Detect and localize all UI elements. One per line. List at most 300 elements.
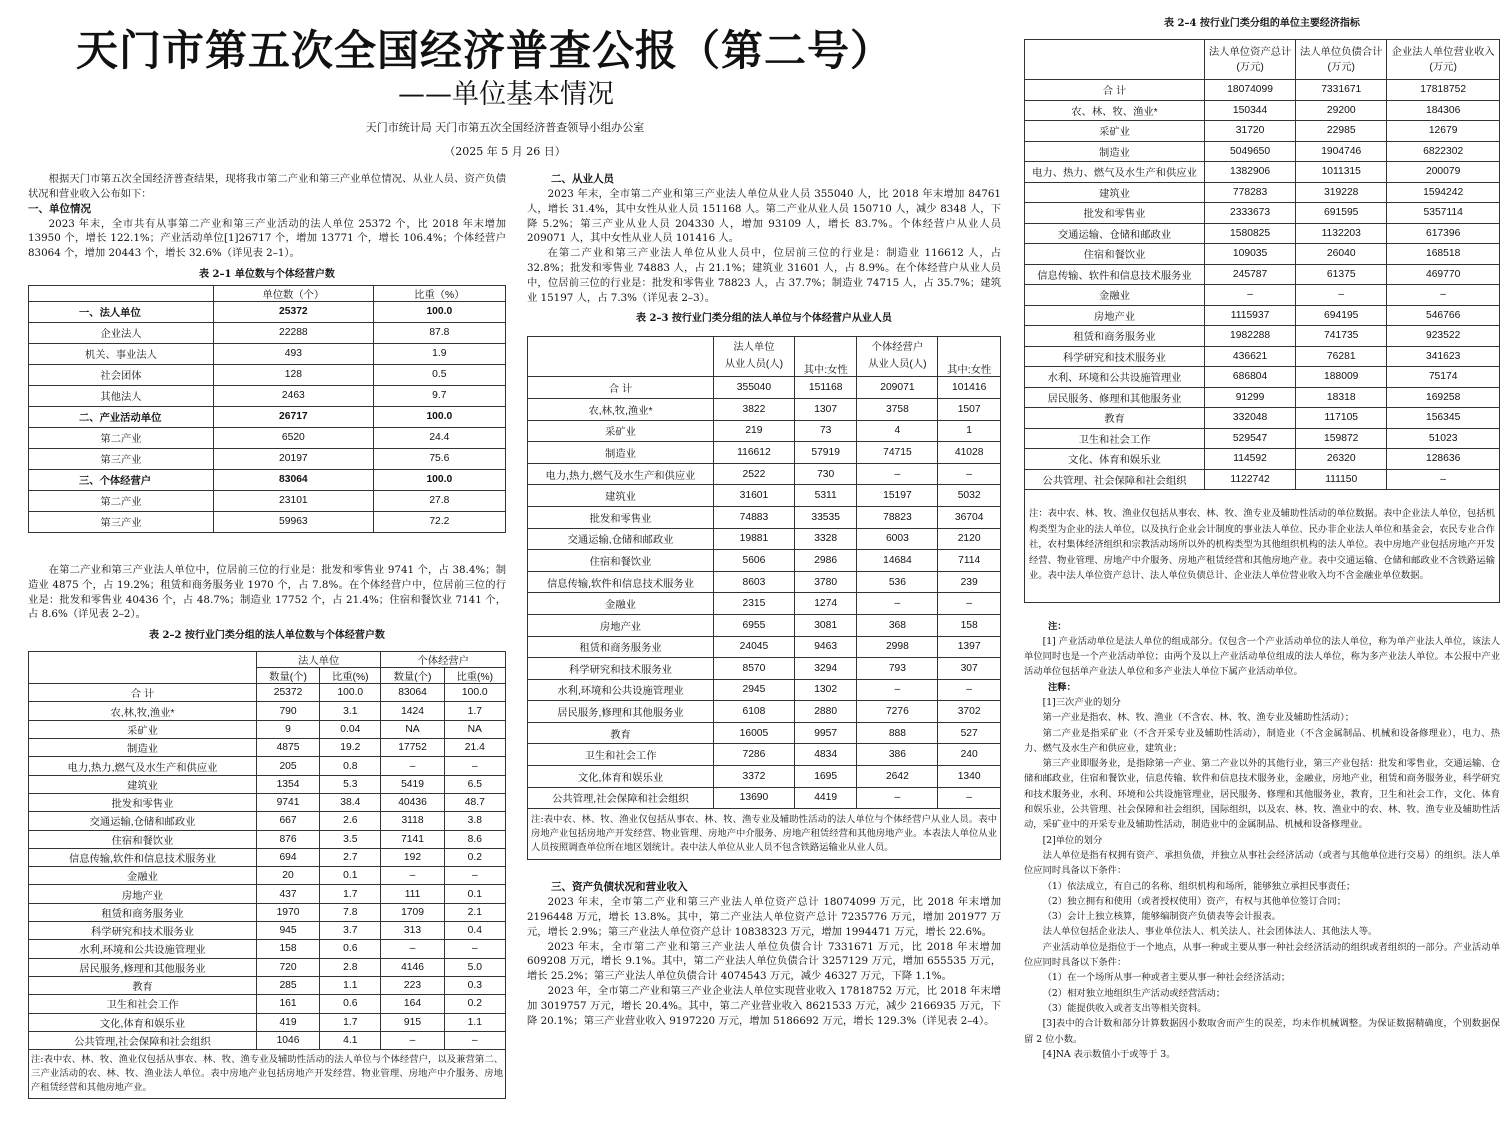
- table-row: [1025, 346, 1500, 367]
- cell-value: 0.2: [444, 848, 505, 866]
- table-row: [1025, 264, 1500, 285]
- cell-value: 205: [257, 757, 320, 775]
- footnote-line: 产业活动单位是指位于一个地点，从事一种或主要从事一种社会经济活动的组织或者组织的一部分。产业活动单位应同时具备以下条件：: [1024, 941, 1500, 969]
- table-row: [528, 377, 1001, 399]
- footnote-line: [2]单位的划分: [1042, 834, 1103, 846]
- section-heading-employees: 二、从业人员: [551, 173, 614, 185]
- cell-value: 18318: [1296, 387, 1387, 408]
- table-row: [29, 903, 506, 921]
- cell-value: 8570: [714, 658, 795, 680]
- table-row: [1025, 80, 1500, 101]
- cell-value: –: [1387, 285, 1500, 306]
- cell-value: 9741: [257, 793, 320, 811]
- cell-value: 0.6: [320, 940, 381, 958]
- cell-value: 14684: [857, 550, 938, 572]
- footnotes: [1024, 619, 1500, 1063]
- cell-value: 437: [257, 885, 320, 903]
- row-label: 社会团体: [29, 364, 214, 385]
- cell-value: 7286: [714, 744, 795, 766]
- row-label: 水利,环境和公共设施管理业: [29, 940, 257, 958]
- publish-date: （2025 年 5 月 26 日）: [444, 145, 566, 158]
- cell-value: –: [381, 867, 444, 885]
- cell-value: 13690: [714, 787, 795, 809]
- table-row: [29, 958, 506, 976]
- cell-value: 694: [257, 848, 320, 866]
- units-ranking-paragraph: 在第二产业和第三产业法人单位中，位居前三位的行业是：批发和零售业 9741 个，占 38.4%；制造业 4875 个，占 19.2%；租赁和商务服务业 1970 个，占 7.8%。在个体经营户中，位居前三位的行业是：批发和零售业 40436 个，占 48.7%；制造业 17752 个，占 21.4%；住宿和餐饮业 7141 个，占 8.6%（详见表 2–2）。: [28, 563, 506, 621]
- cell-value: 20197: [214, 448, 374, 469]
- cell-value: 1011315: [1296, 162, 1387, 183]
- row-label: 第二产业: [29, 490, 214, 511]
- cell-value: 168518: [1387, 244, 1500, 265]
- group-header: 法人单位 从业人员(人): [714, 337, 795, 375]
- row-label: 卫生和社会工作: [29, 995, 257, 1013]
- cell-value: 19881: [714, 528, 795, 550]
- table-2-2-caption: 表 2–2 按行业门类分组的法人单位数与个体经营户数: [149, 630, 385, 642]
- cell-value: 184306: [1387, 100, 1500, 121]
- row-label: 第二产业: [29, 427, 214, 448]
- row-label: 批发和零售业: [528, 506, 714, 528]
- table-row: [1025, 428, 1500, 449]
- table-row: [1025, 182, 1500, 203]
- cell-value: 2120: [938, 528, 1001, 550]
- cell-value: 158: [257, 940, 320, 958]
- cell-value: –: [444, 757, 505, 775]
- row-label: 文化,体育和娱乐业: [528, 766, 714, 788]
- cell-value: 2.6: [320, 812, 381, 830]
- cell-value: 1904746: [1296, 141, 1387, 162]
- cell-value: 1.1: [320, 976, 381, 994]
- row-label: 电力,热力,燃气及水生产和供应业: [528, 463, 714, 485]
- cell-value: 1307: [794, 398, 857, 420]
- cell-value: 100.0: [444, 684, 505, 702]
- row-label: 水利,环境和公共设施管理业: [528, 679, 714, 701]
- footnote-line: 法人单位包括企业法人、事业单位法人、机关法人、社会团体法人、其他法人等。: [1042, 926, 1378, 938]
- footnote-line: （2）独立拥有和使用（或者授权使用）资产，有权与其他单位签订合同；: [1042, 895, 1347, 907]
- table-row: [29, 469, 506, 490]
- row-label: 居民服务、修理和其他服务业: [1025, 387, 1205, 408]
- cell-value: 5.0: [444, 958, 505, 976]
- table-row: [528, 571, 1001, 593]
- column-middle: [527, 172, 1001, 1028]
- table-row: [1025, 326, 1500, 347]
- cell-value: 341623: [1387, 346, 1500, 367]
- cell-value: 0.04: [320, 720, 381, 738]
- liabilities-paragraph: 2023 年末，全市第二产业和第三产业法人单位负债合计 7331671 万元，比 2018 年末增加 609208 万元，增长 9.1%。其中，第二产业法人单位负债合计 3257129 万元，增加 655535 万元，增长 25.2%；第三产业法人单位负债合计 4074543 万元，减少 46327 万元，下降 1.1%。: [527, 940, 1001, 983]
- cell-value: 111: [381, 885, 444, 903]
- cell-value: 101416: [938, 377, 1001, 399]
- table-row: [528, 398, 1001, 420]
- cell-value: 19.2: [320, 739, 381, 757]
- cell-value: 7114: [938, 550, 1001, 572]
- row-label: 企业法人: [29, 322, 214, 343]
- row-label: 住宿和餐饮业: [1025, 244, 1205, 265]
- footnote-line: 注释：: [1048, 681, 1076, 693]
- cell-value: 1.1: [444, 1013, 505, 1031]
- row-label: 卫生和社会工作: [1025, 428, 1205, 449]
- cell-value: 2463: [214, 385, 374, 406]
- row-label: 卫生和社会工作: [528, 744, 714, 766]
- cell-value: 29200: [1296, 100, 1387, 121]
- row-label: 采矿业: [1025, 121, 1205, 142]
- row-label: 采矿业: [29, 720, 257, 738]
- table-row: [29, 793, 506, 811]
- table-row: [29, 830, 506, 848]
- row-label: 建筑业: [29, 775, 257, 793]
- row-label: 居民服务,修理和其他服务业: [528, 701, 714, 723]
- cell-value: 159872: [1296, 428, 1387, 449]
- row-label: 文化,体育和娱乐业: [29, 1013, 257, 1031]
- row-label: 建筑业: [528, 485, 714, 507]
- cell-value: 31720: [1205, 121, 1296, 142]
- section-heading-units: 一、单位情况: [28, 202, 91, 215]
- cell-value: 1695: [794, 766, 857, 788]
- cell-value: 5032: [938, 485, 1001, 507]
- cell-value: 313: [381, 922, 444, 940]
- cell-value: 0.6: [320, 995, 381, 1013]
- table-row: [1025, 408, 1500, 429]
- cell-value: 2.7: [320, 848, 381, 866]
- table-row: [1025, 469, 1500, 490]
- col-header: 单位数（个）: [214, 285, 374, 301]
- table-row: [528, 463, 1001, 485]
- row-label: 第三产业: [29, 448, 214, 469]
- table-row: [29, 406, 506, 427]
- cell-value: 5311: [794, 485, 857, 507]
- cell-value: 9.7: [373, 385, 505, 406]
- col-header: 企业法人单位营业收入 (万元): [1387, 40, 1500, 80]
- cell-value: 6108: [714, 701, 795, 723]
- row-label: 房地产业: [29, 885, 257, 903]
- cell-value: 493: [214, 343, 374, 364]
- cell-value: 332048: [1205, 408, 1296, 429]
- cell-value: 2.1: [444, 903, 505, 921]
- row-label: 农,林,牧,渔业*: [528, 398, 714, 420]
- row-label: 房地产业: [1025, 305, 1205, 326]
- cell-value: 1046: [257, 1031, 320, 1049]
- cell-value: 128: [214, 364, 374, 385]
- cell-value: 169258: [1387, 387, 1500, 408]
- cell-value: –: [938, 787, 1001, 809]
- table-row: [29, 1031, 506, 1049]
- cell-value: 209071: [857, 377, 938, 399]
- table-row: [528, 506, 1001, 528]
- cell-value: 57919: [794, 442, 857, 464]
- cell-value: 25372: [214, 301, 374, 322]
- table-row: [1025, 141, 1500, 162]
- cell-value: 527: [938, 722, 1001, 744]
- row-label: 三、个体经营户: [29, 469, 214, 490]
- cell-value: 3.5: [320, 830, 381, 848]
- cell-value: 7.8: [320, 903, 381, 921]
- cell-value: 6003: [857, 528, 938, 550]
- cell-value: 3822: [714, 398, 795, 420]
- cell-value: 27.8: [373, 490, 505, 511]
- cell-value: –: [381, 757, 444, 775]
- cell-value: 128636: [1387, 449, 1500, 470]
- table-row: [29, 757, 506, 775]
- row-label: 一、法人单位: [29, 301, 214, 322]
- cell-value: 3118: [381, 812, 444, 830]
- cell-value: 1709: [381, 903, 444, 921]
- col-header: 法人单位负债合计 (万元): [1296, 40, 1387, 80]
- cell-value: 5049650: [1205, 141, 1296, 162]
- row-label: 建筑业: [1025, 182, 1205, 203]
- row-label: 批发和零售业: [29, 793, 257, 811]
- table-row: [29, 885, 506, 903]
- table-row: [29, 812, 506, 830]
- cell-value: 83064: [214, 469, 374, 490]
- row-label: 第三产业: [29, 511, 214, 532]
- row-label: 水利、环境和公共设施管理业: [1025, 367, 1205, 388]
- cell-value: –: [381, 940, 444, 958]
- table-row: [528, 722, 1001, 744]
- cell-value: 151168: [794, 377, 857, 399]
- cell-value: 200079: [1387, 162, 1500, 183]
- cell-value: 0.1: [444, 885, 505, 903]
- group-header: 法人单位: [257, 652, 381, 668]
- cell-value: 285: [257, 976, 320, 994]
- cell-value: 9957: [794, 722, 857, 744]
- cell-value: 76281: [1296, 346, 1387, 367]
- cell-value: 923522: [1387, 326, 1500, 347]
- table-row: [1025, 367, 1500, 388]
- footnote-line: （1）在一个场所从事一种或者主要从事一种社会经济活动；: [1042, 972, 1291, 984]
- table-row: [29, 720, 506, 738]
- cell-value: 21.4: [444, 739, 505, 757]
- table-row: [29, 490, 506, 511]
- cell-value: 9: [257, 720, 320, 738]
- cell-value: 1.7: [320, 885, 381, 903]
- cell-value: 1132203: [1296, 223, 1387, 244]
- cell-value: 2945: [714, 679, 795, 701]
- row-label: 机关、事业法人: [29, 343, 214, 364]
- row-label: 文化、体育和娱乐业: [1025, 449, 1205, 470]
- cell-value: 8.6: [444, 830, 505, 848]
- cell-value: –: [1296, 285, 1387, 306]
- cell-value: 4419: [794, 787, 857, 809]
- row-label: 公共管理,社会保障和社会组织: [29, 1031, 257, 1049]
- cell-value: 617396: [1387, 223, 1500, 244]
- table-row: [29, 922, 506, 940]
- cell-value: 1982288: [1205, 326, 1296, 347]
- cell-value: 6955: [714, 614, 795, 636]
- cell-value: 3.7: [320, 922, 381, 940]
- cell-value: 117105: [1296, 408, 1387, 429]
- table-row: [528, 420, 1001, 442]
- table-row: [29, 995, 506, 1013]
- table-row: [1025, 387, 1500, 408]
- row-label: 科学研究和技术服务业: [29, 922, 257, 940]
- row-label: 科学研究和技术服务业: [1025, 346, 1205, 367]
- cell-value: 1580825: [1205, 223, 1296, 244]
- cell-value: 436621: [1205, 346, 1296, 367]
- table-row: [29, 848, 506, 866]
- cell-value: 26320: [1296, 449, 1387, 470]
- table-row: [29, 867, 506, 885]
- row-label: 公共管理、社会保障和社会组织: [1025, 469, 1205, 490]
- row-label: 制造业: [29, 739, 257, 757]
- footnote-line: 注：: [1048, 620, 1067, 632]
- cell-value: 7331671: [1296, 80, 1387, 101]
- revenue-paragraph: 2023 年，全市第二产业和第三产业企业法人单位实现营业收入 17818752 万元，比 2018 年末增加 3019757 万元，增长 20.4%。其中，第二产业营业收入 8621533 万元，减少 2166935 万元，下降 20.1%；第三产业营业收入 9197220 万元，增加 5186692 万元，增长 129.3%（详见表 2–4）。: [527, 985, 1001, 1027]
- cell-value: 12679: [1387, 121, 1500, 142]
- row-label: 科学研究和技术服务业: [528, 658, 714, 680]
- table-row: [528, 701, 1001, 723]
- table-row: [528, 593, 1001, 615]
- row-label: 合 计: [528, 377, 714, 399]
- cell-value: 116612: [714, 442, 795, 464]
- cell-value: 355040: [714, 377, 795, 399]
- cell-value: 1424: [381, 702, 444, 720]
- table-row: [29, 1013, 506, 1031]
- cell-value: 100.0: [373, 301, 505, 322]
- cell-value: 4834: [794, 744, 857, 766]
- cell-value: 1274: [794, 593, 857, 615]
- group-header: 个体经营户: [381, 652, 506, 668]
- cell-value: 741735: [1296, 326, 1387, 347]
- row-label: 电力、热力、燃气及水生产和供应业: [1025, 162, 1205, 183]
- cell-value: 1382906: [1205, 162, 1296, 183]
- cell-value: 51023: [1387, 428, 1500, 449]
- cell-value: 419: [257, 1013, 320, 1031]
- cell-value: –: [444, 940, 505, 958]
- cell-value: 188009: [1296, 367, 1387, 388]
- table-2-2-note: 注:表中农、林、牧、渔业仅包括从事农、林、牧、渔专业及辅助性活动的法人单位与个体经营户，以及兼营第二、三产业活动的农、林、牧、渔业法人单位。表中房地产业包括房地产开发经营、物业管理、房地产中介服务、房地产租赁经营和其他房地产业。: [28, 1050, 506, 1099]
- table-row: [1025, 449, 1500, 470]
- footnote-line: （3）能提供收入或者支出等相关资料。: [1042, 1002, 1207, 1014]
- cell-value: 48.7: [444, 793, 505, 811]
- cell-value: 72.2: [373, 511, 505, 532]
- footnote-line: 第二产业是指采矿业（不含开采专业及辅助性活动），制造业（不含金属制品、机械和设备修理业），电力、热力、燃气及水生产和供应业，建筑业；: [1024, 727, 1500, 754]
- cell-value: 3.8: [444, 812, 505, 830]
- col-header: 法人单位资产总计 (万元): [1205, 40, 1296, 80]
- cell-value: 3.1: [320, 702, 381, 720]
- cell-value: 0.1: [320, 867, 381, 885]
- footnote-line: 法人单位是指有权拥有资产、承担负债，并独立从事社会经济活动（或者与其他单位进行交易）的组织。法人单位应同时具备以下条件：: [1024, 849, 1500, 877]
- footnote-line: [4]NA 表示数值小于或等于 3。: [1042, 1048, 1176, 1060]
- table-row: [528, 528, 1001, 550]
- table-2-3-note: 注:表中农、林、牧、渔业仅包括从事农、林、牧、渔专业及辅助性活动的法人单位与个体经营户从业人员。表中房地产业包括房地产开发经营、物业管理、房地产中介服务、房地产租赁经营和其他房地产业。本表法人单位从业人员按照调查单位所在地区划统计。表中法人单位从业人员不包含铁路运输业从业人员。: [527, 809, 1001, 860]
- cell-value: 109035: [1205, 244, 1296, 265]
- group-header: 个体经营户 从业人员(人): [857, 337, 938, 375]
- row-label: 其他法人: [29, 385, 214, 406]
- cell-value: 1507: [938, 398, 1001, 420]
- cell-value: 2998: [857, 636, 938, 658]
- cell-value: 15197: [857, 485, 938, 507]
- cell-value: 3702: [938, 701, 1001, 723]
- cell-value: 876: [257, 830, 320, 848]
- cell-value: 33535: [794, 506, 857, 528]
- cell-value: 38.4: [320, 793, 381, 811]
- row-label: 信息传输、软件和信息技术服务业: [1025, 264, 1205, 285]
- table-2-3-caption: 表 2–3 按行业门类分组的法人单位与个体经营户从业人员: [636, 313, 892, 325]
- cell-value: –: [381, 1031, 444, 1049]
- col-header: 数量(个): [381, 668, 444, 684]
- cell-value: 161: [257, 995, 320, 1013]
- cell-value: –: [857, 463, 938, 485]
- cell-value: 23101: [214, 490, 374, 511]
- footnote-line: 第一产业是指农、林、牧、渔业（不含农、林、牧、渔专业及辅助性活动）；: [1042, 712, 1355, 724]
- row-label: 金融业: [528, 593, 714, 615]
- column-left: [28, 172, 506, 1099]
- row-label: 房地产业: [528, 614, 714, 636]
- table-row: [1025, 203, 1500, 224]
- cell-value: 20: [257, 867, 320, 885]
- cell-value: 0.3: [444, 976, 505, 994]
- cell-value: 25372: [257, 684, 320, 702]
- row-label: 电力,热力,燃气及水生产和供应业: [29, 757, 257, 775]
- row-label: 租赁和商务服务业: [29, 903, 257, 921]
- col-header: 数量(个): [257, 668, 320, 684]
- cell-value: 59963: [214, 511, 374, 532]
- section-heading-assets: 三、资产负债状况和营业收入: [551, 881, 688, 894]
- table-row: [29, 739, 506, 757]
- table-row: [1025, 285, 1500, 306]
- table-row: [528, 614, 1001, 636]
- cell-value: 720: [257, 958, 320, 976]
- cell-value: –: [444, 1031, 505, 1049]
- cell-value: 24045: [714, 636, 795, 658]
- cell-value: 24.4: [373, 427, 505, 448]
- cell-value: 6.5: [444, 775, 505, 793]
- table-row: [1025, 162, 1500, 183]
- cell-value: –: [1387, 469, 1500, 490]
- cell-value: NA: [381, 720, 444, 738]
- cell-value: 40436: [381, 793, 444, 811]
- cell-value: 100.0: [373, 469, 505, 490]
- cell-value: 245787: [1205, 264, 1296, 285]
- page-subtitle: ——单位基本情况: [398, 79, 614, 110]
- table-row: [29, 976, 506, 994]
- cell-value: 2522: [714, 463, 795, 485]
- cell-value: 667: [257, 812, 320, 830]
- col-header-female: 其中:女性: [938, 337, 1001, 377]
- cell-value: 469770: [1387, 264, 1500, 285]
- cell-value: 61375: [1296, 264, 1387, 285]
- table-2-2: [28, 651, 506, 1050]
- table-2-3: [527, 336, 1001, 809]
- cell-value: 6520: [214, 427, 374, 448]
- cell-value: 114592: [1205, 449, 1296, 470]
- cell-value: 240: [938, 744, 1001, 766]
- cell-value: 36704: [938, 506, 1001, 528]
- cell-value: 3372: [714, 766, 795, 788]
- footnote-line: [3]表中的合计数和部分计算数据因小数取舍而产生的误差，均未作机械调整。为保证数据精确度，个别数据保留 2 位小数。: [1024, 1018, 1500, 1045]
- cell-value: 3081: [794, 614, 857, 636]
- cell-value: 386: [857, 744, 938, 766]
- cell-value: NA: [444, 720, 505, 738]
- cell-value: 2986: [794, 550, 857, 572]
- table-row: [528, 744, 1001, 766]
- cell-value: 1397: [938, 636, 1001, 658]
- row-label: 教育: [528, 722, 714, 744]
- cell-value: 74715: [857, 442, 938, 464]
- cell-value: 83064: [381, 684, 444, 702]
- cell-value: 150344: [1205, 100, 1296, 121]
- cell-value: 5419: [381, 775, 444, 793]
- cell-value: 5.3: [320, 775, 381, 793]
- table-row: [1025, 223, 1500, 244]
- table-row: [528, 442, 1001, 464]
- table-row: [1025, 121, 1500, 142]
- table-row: [29, 427, 506, 448]
- cell-value: 2333673: [1205, 203, 1296, 224]
- footnote-line: （2）相对独立地组织生产活动或经营活动；: [1042, 987, 1226, 999]
- cell-value: 1122742: [1205, 469, 1296, 490]
- col-header: 比重(%): [320, 668, 381, 684]
- cell-value: 91299: [1205, 387, 1296, 408]
- cell-value: 6822302: [1387, 141, 1500, 162]
